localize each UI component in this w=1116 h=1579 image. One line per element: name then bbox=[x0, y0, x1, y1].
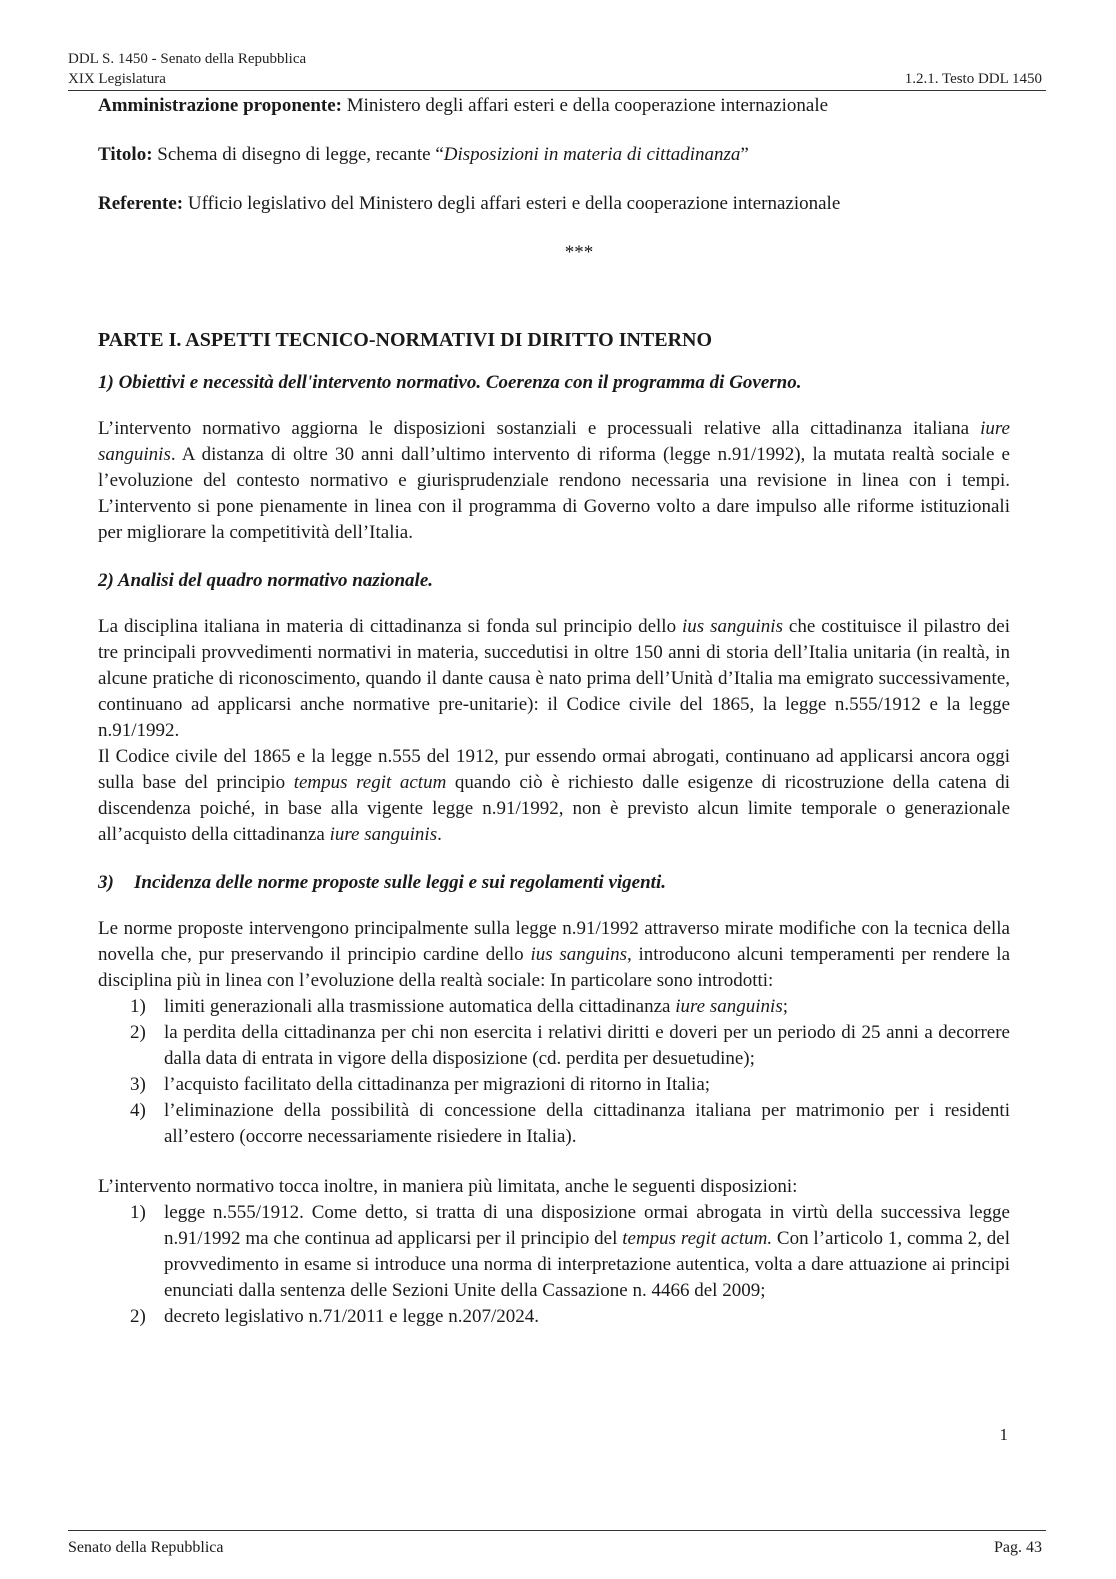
list-item bbox=[98, 1304, 1010, 1330]
other-provisions-list bbox=[98, 1200, 1010, 1330]
italic-term: tempus regit actum bbox=[293, 772, 447, 793]
section-1-paragraph bbox=[98, 416, 1010, 546]
text: L’intervento normativo aggiorna le disposizioni sostanziali e processuali relative alla cittadinanza italiana bbox=[98, 418, 981, 439]
text: La disciplina italiana in materia di cittadinanza si fonda sul principio dello bbox=[98, 616, 683, 637]
page-number: 1 bbox=[999, 1425, 1008, 1444]
meta-value: Ufficio legislativo del Ministero degli affari esteri e della cooperazione internazionale bbox=[183, 193, 841, 214]
text: . A distanza di oltre 30 anni dall’ultimo intervento di riforma (legge n.91/1992), la mutata realtà sociale e l’evoluzione del contesto normativo e giurisprudenziale rendono necessaria una revisione in linea con i tempi. L’intervento si pone pienamente in linea con il programma di Governo volto a dare impulso alle riforme istituzionali per migliorare la competitività dell’Italia. bbox=[98, 444, 1010, 543]
meta-value: Schema di disegno di legge, recante “ bbox=[152, 144, 444, 165]
header-legislature: XIX Legislatura bbox=[68, 71, 166, 87]
text: limiti generazionali alla trasmissione automatica della cittadinanza bbox=[164, 996, 676, 1017]
italic-term: ius sanguins bbox=[530, 944, 627, 965]
list-number: 3) bbox=[130, 1074, 146, 1095]
section-heading-2: 2) Analisi del quadro normativo nazionale. bbox=[98, 570, 434, 591]
section-heading-3 bbox=[98, 870, 1010, 896]
meta-amministrazione bbox=[98, 93, 1010, 119]
introduced-measures-list bbox=[98, 994, 1010, 1150]
meta-value: ” bbox=[740, 144, 749, 165]
document-body bbox=[98, 93, 1010, 1330]
list-item bbox=[98, 1098, 1010, 1150]
list-item bbox=[98, 1020, 1010, 1072]
text: decreto legislativo n.71/2011 e legge n.207/2024. bbox=[164, 1306, 539, 1327]
section-2-paragraph-1 bbox=[98, 614, 1010, 744]
list-number: 1) bbox=[130, 996, 146, 1017]
text: che costituisce il pilastro dei tre principali provvedimenti normativi in materia, succedutisi in oltre 150 anni di storia dell’Italia unitaria (in realtà, in alcune pratiche di riconoscimento, quando il dante causa è nato prima dell’Unità d’Italia ma emigrato successivamente, continuano ad applicarsi anche normative pre-unitarie): il Codice civile del 1865, la legge n.555/1912 e la legge n.91/1992. bbox=[98, 616, 1010, 741]
meta-referente bbox=[98, 191, 1010, 217]
text: ; bbox=[782, 996, 788, 1017]
text: quando ciò è richiesto dalle esigenze di ricostruzione della catena di discendenza poiché, in base alla vigente legge n.91/1992, non è previsto alcun limite temporale o generazionale all’acquisto della cittadinanza bbox=[98, 772, 1010, 845]
text: Il Codice civile del 1865 e la legge n.555 del 1912, pur essendo ormai abrogati, continuano ad applicarsi ancora oggi sulla base del principio bbox=[98, 746, 1010, 793]
text: l’eliminazione della possibilità di concessione della cittadinanza italiana per matrimonio per i residenti all’estero (occorre necessariamente risiedere in Italia). bbox=[164, 1100, 1010, 1147]
meta-label: Titolo: bbox=[98, 144, 153, 165]
header-title: DDL S. 1450 - Senato della Repubblica bbox=[68, 51, 307, 67]
meta-titolo bbox=[98, 142, 1010, 168]
italic-term: iure sanguinis bbox=[675, 996, 783, 1017]
italic-term: tempus regit actum. bbox=[622, 1228, 773, 1249]
list-number: 4) bbox=[130, 1100, 146, 1121]
meta-value-italic: Disposizioni in materia di cittadinanza bbox=[443, 144, 741, 165]
section-number: 3) bbox=[98, 872, 114, 893]
text: . bbox=[437, 824, 442, 845]
part-title: PARTE I. ASPETTI TECNICO-NORMATIVI DI DIRITTO INTERNO bbox=[98, 329, 713, 351]
text: Con l’articolo 1, comma 2, del provvedimento in esame si introduce una norma di interpretazione autentica, volta a dare attuazione ai principi enunciati dalla sentenza delle Sezioni Unite della Cassazione n. 4466 del 2009; bbox=[164, 1228, 1011, 1301]
section-3-paragraph-2: L’intervento normativo tocca inoltre, in maniera più limitata, anche le seguenti disposizioni: bbox=[98, 1176, 798, 1197]
italic-term: iure sanguinis bbox=[329, 824, 438, 845]
text: Le norme proposte intervengono principalmente sulla legge n.91/1992 attraverso mirate modifiche con la tecnica della novella che, pur preservando il principio cardine dello bbox=[98, 918, 1010, 965]
italic-term: iure sanguinis bbox=[98, 418, 1010, 465]
section-title: Incidenza delle norme proposte sulle leggi e sui regolamenti vigenti. bbox=[134, 872, 666, 893]
section-2-paragraph-2 bbox=[98, 744, 1010, 848]
list-item bbox=[98, 1200, 1010, 1304]
list-item bbox=[98, 994, 1010, 1020]
page-footer bbox=[68, 1530, 1046, 1557]
meta-label: Referente: bbox=[98, 193, 184, 214]
list-item bbox=[98, 1072, 1010, 1098]
text: l’acquisto facilitato della cittadinanza per migrazioni di ritorno in Italia; bbox=[164, 1074, 711, 1095]
section-separator: *** bbox=[564, 242, 594, 263]
header-subline bbox=[68, 70, 1046, 91]
header-section: 1.2.1. Testo DDL 1450 bbox=[904, 71, 1042, 87]
footer-institution: Senato della Repubblica bbox=[68, 1539, 224, 1556]
section-3-paragraph-1 bbox=[98, 916, 1010, 994]
footer-page: Pag. 43 bbox=[994, 1539, 1042, 1556]
text: la perdita della cittadinanza per chi non esercita i relativi diritti e doveri per un periodo di 25 anni a decorrere dalla data di entrata in vigore della disposizione (cd. perdita per desuetudine); bbox=[164, 1022, 1010, 1069]
list-number: 1) bbox=[130, 1202, 146, 1223]
text: legge n.555/1912. Come detto, si tratta di una disposizione ormai abrogata in virtù della successiva legge n.91/1992 ma che continua ad applicarsi per il principio del bbox=[164, 1202, 1010, 1249]
italic-term: ius sanguinis bbox=[682, 616, 783, 637]
meta-value: Ministero degli affari esteri e della cooperazione internazionale bbox=[342, 95, 829, 116]
meta-label: Amministrazione proponente: bbox=[98, 95, 342, 116]
section-heading-1: 1) Obiettivi e necessità dell'intervento normativo. Coerenza con il programma di Governo. bbox=[98, 372, 802, 393]
list-number: 2) bbox=[130, 1022, 146, 1043]
text: , introducono alcuni temperamenti per rendere la disciplina più in linea con l’evoluzione della realtà sociale: In particolare sono introdotti: bbox=[98, 944, 1010, 991]
list-number: 2) bbox=[130, 1306, 146, 1327]
